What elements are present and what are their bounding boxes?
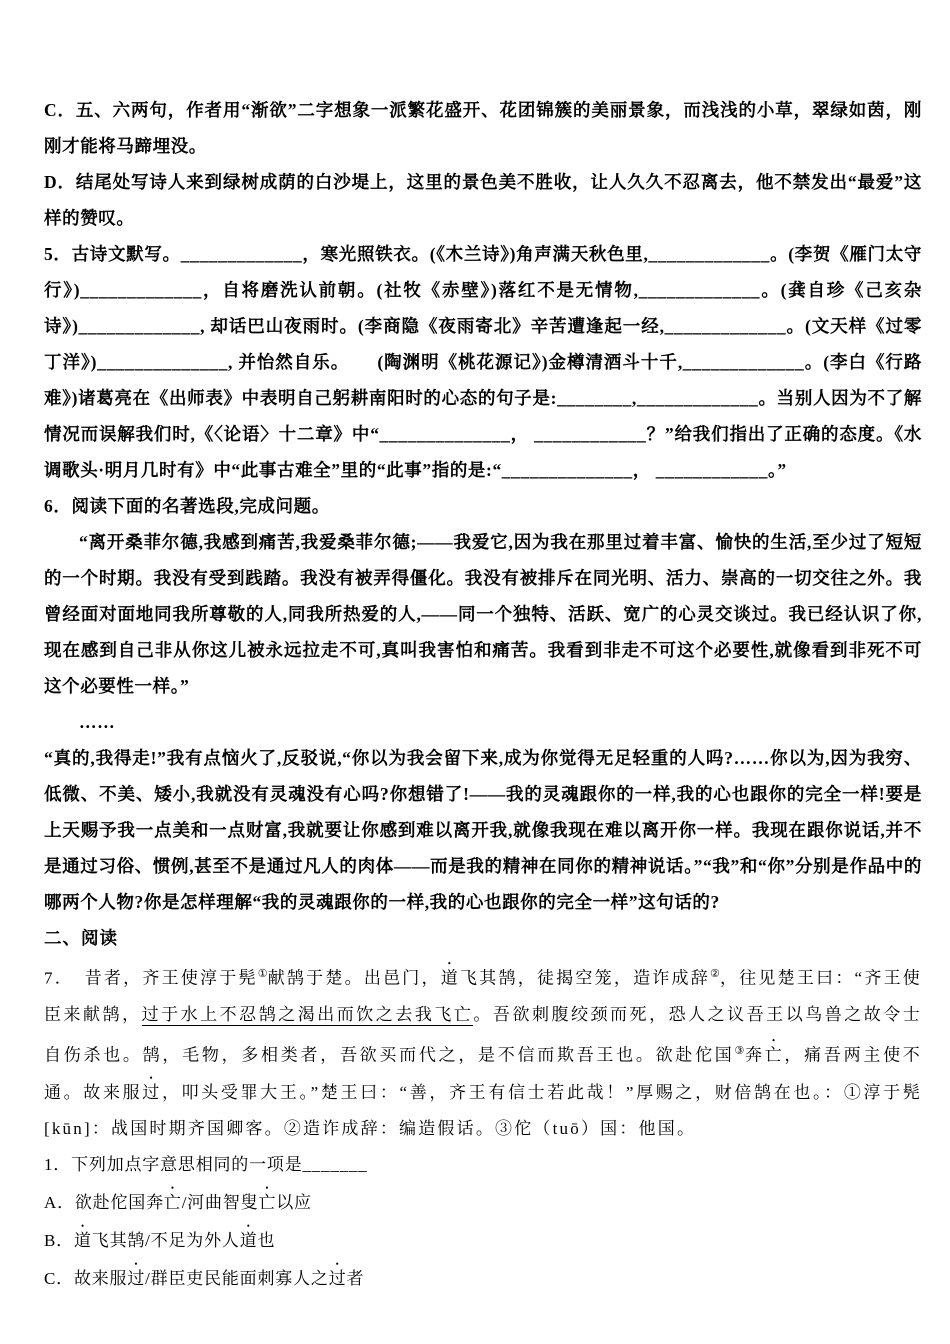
question-5-dictation: 5．古诗文默写。_____________，寒光照铁衣。(《木兰诗》)角声满天秋色里,_____________。(李贺《雁门太守行》)_____________，自将磨洗认前朝。(社牧《赤壁》)落红不是无情物,_____________。(龚自珍《己亥杂诗》)_____________, 却话巴山夜雨时。(李商隐《夜雨寄北》辛苦遭逢起一经,_____________。(文天样《过零丁洋》)______________, 并怡然自乐。 (陶渊明《桃花源记》)金樽清酒斗十千,_____________。(李白《行路难》)诸葛亮在《出师表》中表明自己躬耕南阳时的心态的句子是:________,_____________。当别人因为不了解情况而误解我们时,《〈论语〉十二章》中“______________， ____________？”给我们指出了正确的态度。《水调歌头·明月几时有》中“此事古难全”里的“此事”指的是:“______________， ____________。” xyxy=(44,244,922,480)
text-segment-plain: 奔 xyxy=(744,1045,765,1065)
text-segment-dot: 过 xyxy=(127,1269,146,1289)
text-segment-dot: 道 xyxy=(440,968,461,988)
text-segment-sup: ① xyxy=(257,968,268,980)
text-segment-plain: /群臣吏民能面刺寡人之 xyxy=(145,1269,329,1289)
text-segment-plain: 飞其鹄，徒揭空笼，造诈成辞 xyxy=(460,968,711,988)
text-segment-dot: 亡 xyxy=(764,1045,785,1065)
text-segment-plain: 献鹄于楚。出邑门， xyxy=(267,968,441,988)
text-segment-underline: 过于水上不忍鹄之渴出而饮之去我飞亡 xyxy=(141,1004,474,1024)
text-segment-plain: 1．下列加点字意思相同的一项是_______ xyxy=(44,1155,368,1175)
sub-question-1-option-b xyxy=(44,1221,922,1259)
sub-question-1-option-a xyxy=(44,1183,922,1221)
section-2-reading-title: 二、阅读 xyxy=(44,928,118,948)
text-segment-plain: ，叩头受罪大王。”楚王曰：“善，齐王有信士若此哉！”厚赐之，财倍鹄在也。：①淳于髡[kūn]：战国时期齐国卿客。②造诈成辞：编造假话。③佗（tuō）国：他国。 xyxy=(44,1083,922,1139)
question-7-classical-passage xyxy=(44,956,922,1147)
text-segment-plain: 7． 昔者，齐王使淳于髡 xyxy=(44,968,258,988)
text-segment-sup: ② xyxy=(710,968,720,980)
text-segment-plain: 以应 xyxy=(276,1193,312,1213)
text-segment-plain: 者 xyxy=(346,1269,365,1289)
question-6-excerpt-paragraph-1: “离开桑菲尔德,我感到痛苦,我爱桑菲尔德;——我爱它,因为我在那里过着丰富、愉快的生活,至少过了短短的一个时期。我没有受到践踏。我没有被弄得僵化。我没有被排斥在同光明、活力、崇高的一切交往之外。我曾经面对面地同我所尊敬的人,同我所热爱的人,——同一个独特、活跃、宽广的心灵交谈过。我已经认识了你,现在感到自己非从你这儿被永远拉走不可,真叫我害怕和痛苦。我看到非走不可这个必要性,就像看到非死不可这个必要性一样。” xyxy=(44,532,922,696)
question-6-stem: 6．阅读下面的名著选段,完成问题。 xyxy=(44,496,330,516)
text-segment-plain: 飞其鹄/不足为外人 xyxy=(91,1231,240,1251)
text-segment-plain: A．欲赴佗国奔 xyxy=(44,1193,164,1213)
poem-choice-d: D．结尾处写诗人来到绿树成荫的白沙堤上，这里的景色美不胜收，让人久久不忍离去，他不禁发出“最爱”这样的赞叹。 xyxy=(44,172,922,228)
poem-choice-c: C．五、六两句，作者用“渐欲”二字想象一派繁花盛开、花团锦簇的美丽景象，而浅浅的小草，翠绿如茵，刚刚才能将马蹄埋没。 xyxy=(44,100,922,156)
text-segment-dot: 道 xyxy=(73,1231,92,1251)
text-segment-plain: ，痛吾两主使不通。故来服 xyxy=(44,1045,923,1103)
sub-question-1-option-c xyxy=(44,1259,922,1297)
text-segment-plain: ，往见楚王曰：“齐王使臣来献鹄， xyxy=(44,968,922,1024)
sub-question-1 xyxy=(44,1147,922,1183)
question-6-ellipsis: …… xyxy=(79,712,116,732)
text-segment-dot: 过 xyxy=(142,1083,162,1103)
text-segment-plain: 也 xyxy=(257,1231,276,1251)
text-segment-plain: C．故来服 xyxy=(44,1269,128,1289)
text-segment-dot: 亡 xyxy=(163,1193,182,1213)
question-6-excerpt-paragraph-2: “真的,我得走!”我有点恼火了,反驳说,“你以为我会留下来,成为你觉得无足轻重的人吗?……你以为,因为我穷、低微、不美、矮小,我就没有灵魂没有心吗?你想错了!——我的灵魂跟你的一样,我的心也跟你的完全一样!要是上天赐予我一点美和一点财富,我就要让你感到难以离开我,就像我现在难以离开你一样。我现在跟你说话,并不是通过习俗、惯例,甚至不是通过凡人的肉体——而是我的精神在同你的精神说话。”“我”和“你”分别是作品中的哪两个人物?你是怎样理解“我的灵魂跟你的一样,我的心也跟你的完全一样”这句话的? xyxy=(44,748,922,912)
text-segment-dot: 过 xyxy=(328,1269,347,1289)
text-segment-plain: /河曲智叟 xyxy=(181,1193,259,1213)
text-segment-sup: ③ xyxy=(734,1044,745,1057)
text-segment-dot: 道 xyxy=(239,1231,258,1251)
text-segment-plain: B． xyxy=(44,1231,74,1251)
text-segment-plain: 。吾欲刺腹绞颈而死，恐人之议吾王以鸟兽之故令士自伤杀也。鹄，毛物，多相类者，吾欲买而代之，是不信而欺吾王也。欲赴佗国 xyxy=(44,1004,922,1065)
text-segment-dot: 亡 xyxy=(258,1193,277,1213)
